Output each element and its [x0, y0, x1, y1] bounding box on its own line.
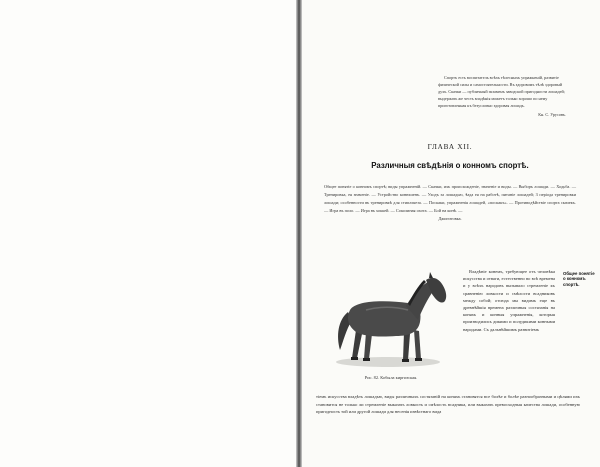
chapter-number: ГЛАВА XII.: [427, 143, 473, 151]
epigraph-text: Спортъ есть воспитатель всѣхъ тѣлесныхъ упражненій, развитіе физической силы и самостоятельности. Въ здоровомъ тѣлѣ здоровый духъ. Скачки — публичный экзаменъ заводской пригодности лошадей; выдержать же честь владѣнія можетъ только хорошо по нему приготовленная къ безусловно здоровая лошадь.: [438, 75, 565, 109]
epigraph-signature: Кн. С. Урусовъ.: [538, 112, 566, 118]
synopsis-last-line: Джигитовка.: [438, 216, 462, 222]
figure-caption: Рис. 82. Кобыла киргизская.: [364, 375, 418, 380]
epigraph: [438, 74, 566, 119]
synopsis-text: Общее понятіе о конномъ спортѣ; виды упражненій. — Скачки, ихъ происхожденіе, значеніе и виды. — Выборъ лошади. — Ходьба. — Тренировка, ея значеніе. — Устройство конюшенъ. — Уходъ за лошадью, ѣзда ея на работѣ, питаніе лошадей; 3 періода тренировки лошади; особенности въ тренировкѣ для стипльчеза. — Поскаки, упражненія лошадей, «поскакъ». — Противодѣйствіе спорта скачекъ. — Игра въ поло. — Игра въ хоккей. — Соколиная охота. — Бой на конѣ. —: [324, 184, 576, 214]
column-paragraph: Владѣніе конемъ, требующее отъ человѣка искусства и отваги, естественно во всѣ времена и у всѣхъ народовъ вызывало стремленіе къ сравненію ловкости и смѣлости всадниковъ между собой; отсюда мы видимъ еще въ древнѣйшія времена различныя состязанія на коняхъ и конныя упражненія, которыя производились дикими и полудикими конными народами. Съ дальнѣйшимъ развитіемъ: [463, 269, 555, 332]
margin-note: Общее понятіе о конномъ спортѣ.: [563, 271, 595, 287]
chapter-synopsis: [324, 183, 576, 223]
left-page: [0, 0, 298, 467]
horse-illustration: [326, 270, 456, 380]
horse-engraving: [326, 270, 456, 374]
text-column: [463, 268, 555, 333]
body-text: тіемъ искусства владѣть лошадью, виды различныхъ состязаній на коняхъ становятся все болѣе и болѣе разнообразными и цѣлями ихъ становится не только ли стремленіе выказать ловкость и смѣлость всадника, или выказать превосходныя качества лошади, особенную пригодность той или другой лошади для несенія извѣстнаго вида: [316, 394, 580, 415]
chapter-title: Различныя свѣдѣнія о конномъ спортѣ.: [371, 161, 529, 170]
